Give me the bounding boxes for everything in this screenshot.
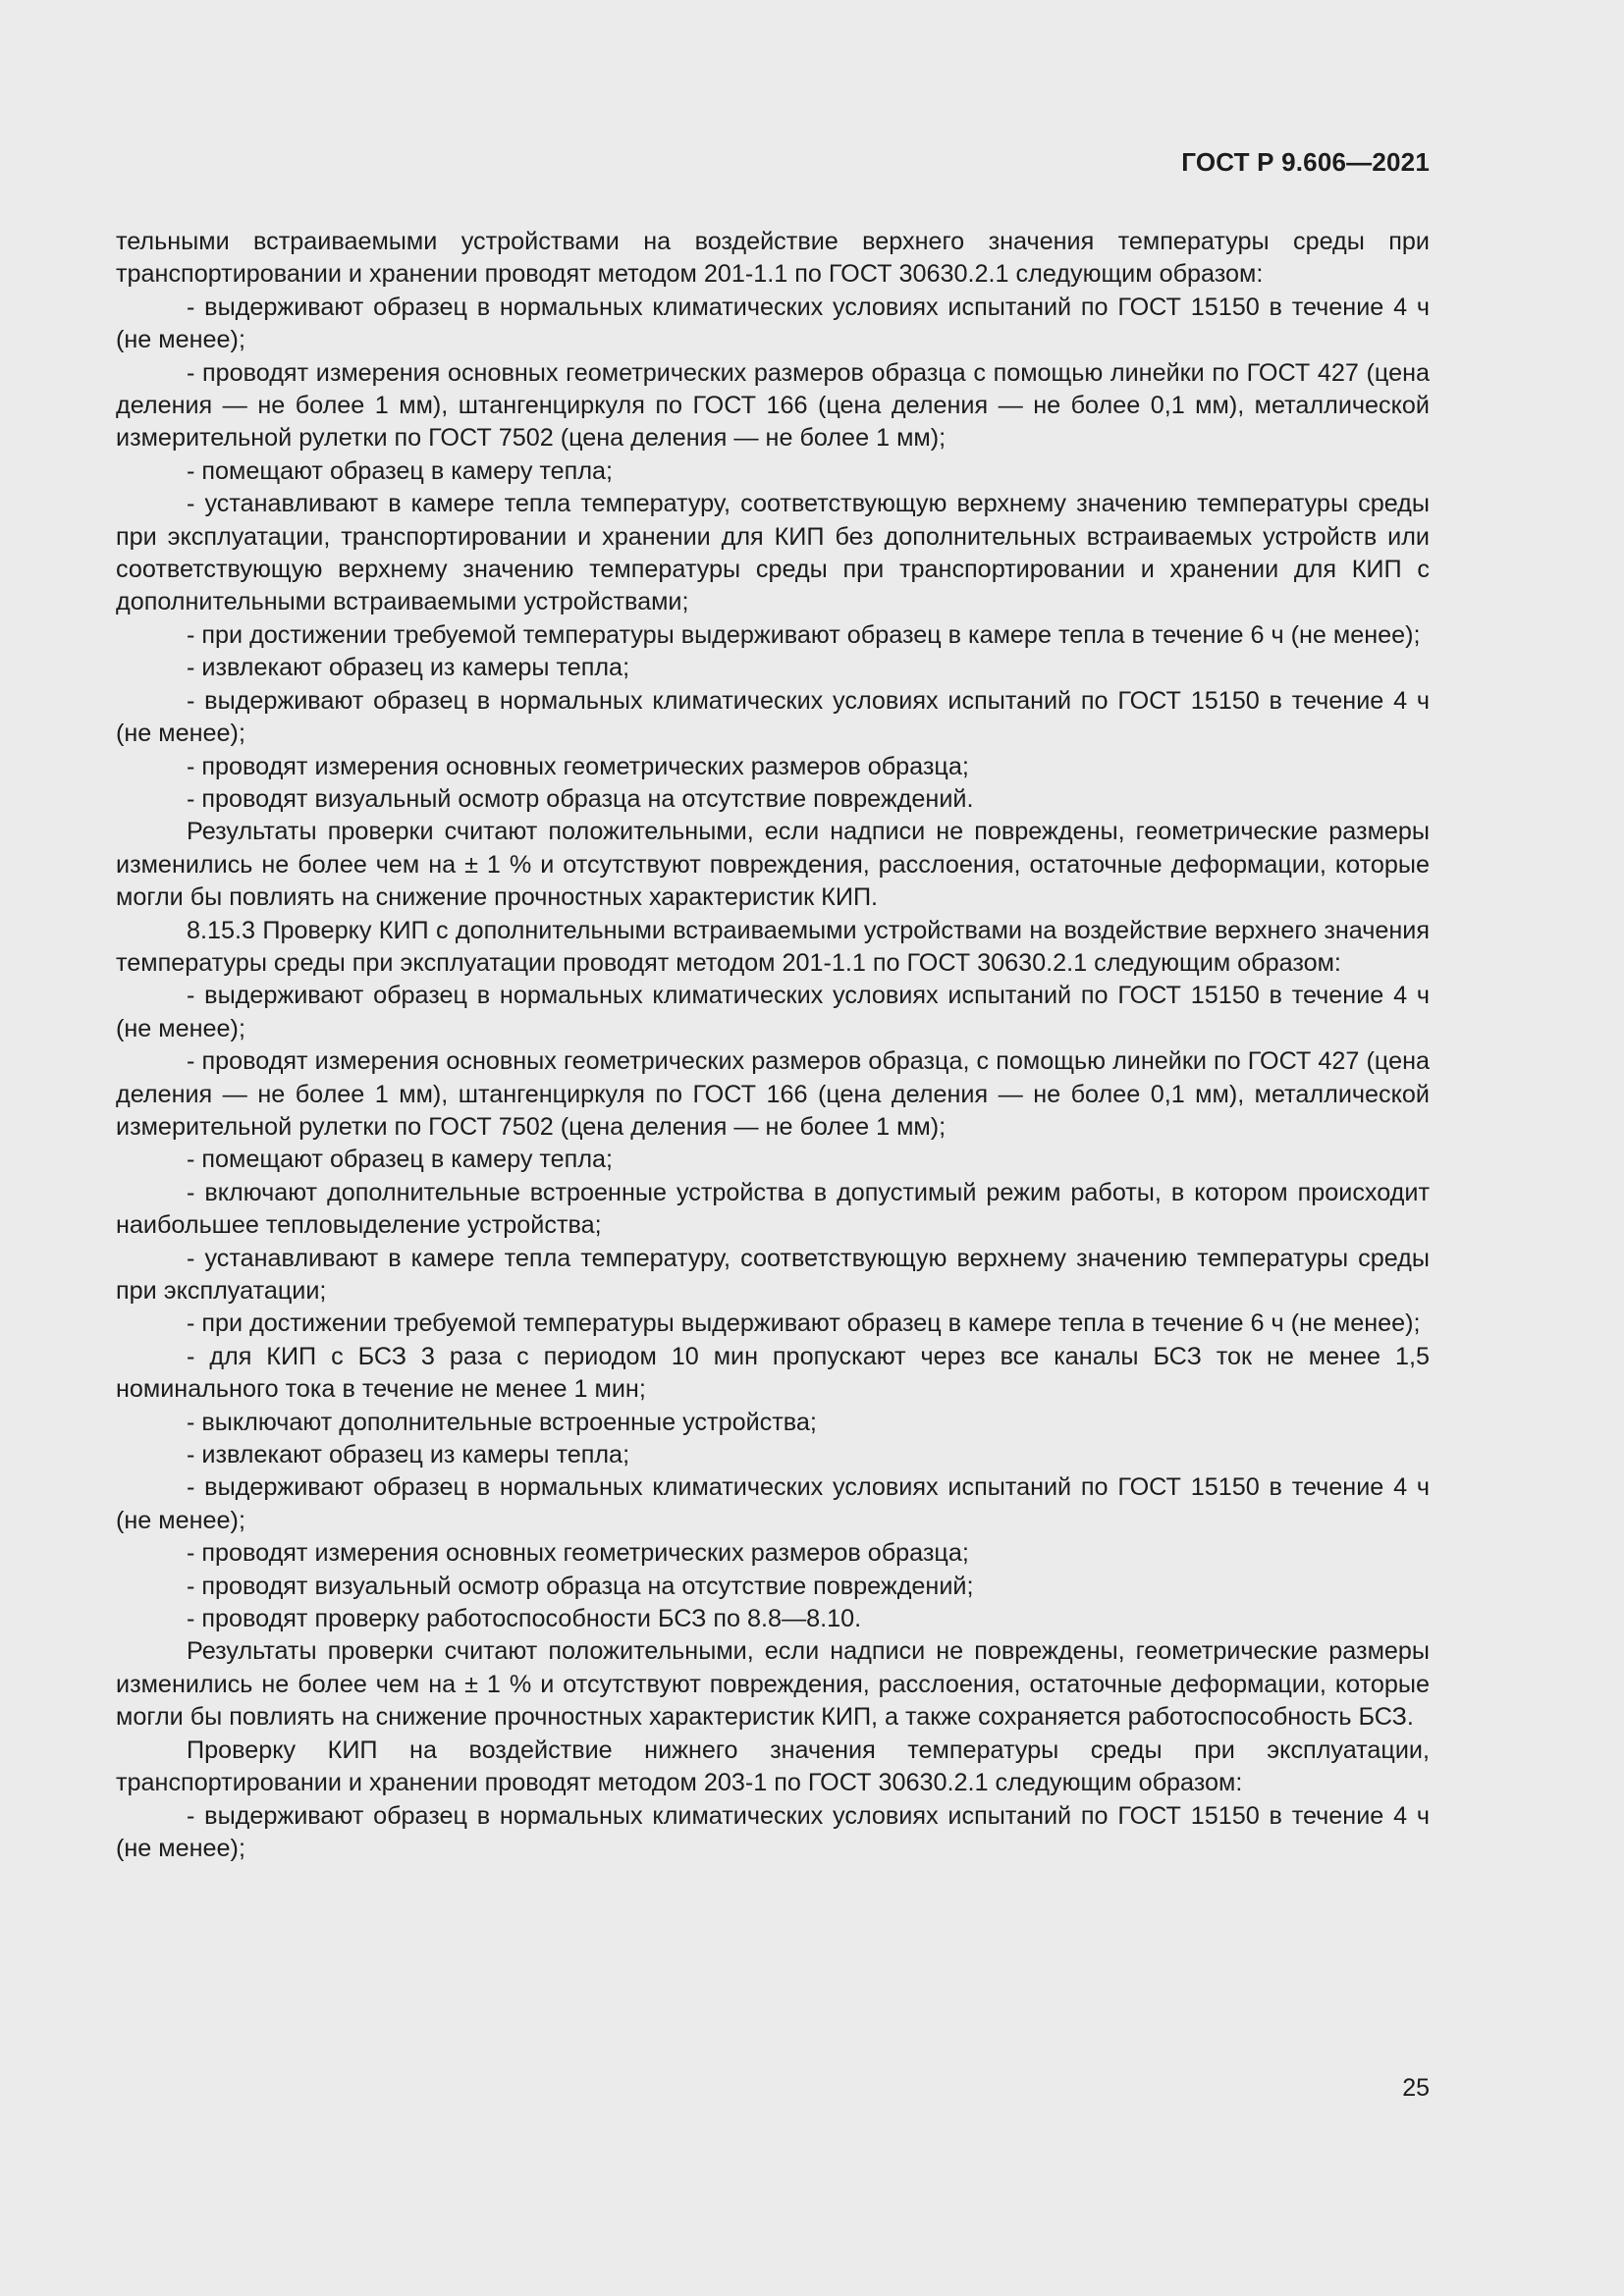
list-item: - извлекают образец из камеры тепла; — [187, 1441, 630, 1469]
document-body — [116, 226, 1430, 1865]
list-item: - выдерживают образец в нормальных климатических условиях испытаний по ГОСТ 15150 в течение 4 ч (не менее); — [116, 982, 1430, 1042]
document-header: ГОСТ Р 9.606—2021 — [1181, 147, 1430, 177]
paragraph: Проверку КИП на воздействие нижнего значения температуры среды при эксплуатации, транспортировании и хранении проводят методом 203-1 по ГОСТ 30630.2.1 следующим образом: — [116, 1735, 1430, 1797]
list-item: - при достижении требуемой температуры выдерживают образец в камере тепла в течение 6 ч (не менее); — [187, 620, 1421, 649]
list-item: - помещают образец в камеру тепла; — [187, 1146, 614, 1174]
list-item: - при достижении требуемой температуры выдерживают образец в камере тепла в течение 6 ч (не менее); — [187, 1309, 1421, 1338]
list-item: - выдерживают образец в нормальных климатических условиях испытаний по ГОСТ 15150 в течение 4 ч (не менее); — [116, 686, 1430, 748]
section-paragraph: 8.15.3 Проверку КИП с дополнительными встраиваемыми устройствами на воздействие верхнего значения температуры среды при эксплуатации проводят методом 201-1.1 по ГОСТ 30630.2.1 следующим образом: — [116, 916, 1430, 977]
list-item: - проводят измерения основных геометрических размеров образца, с помощью линейки по ГОСТ 427 (цена деления — не более 1 мм), штангенциркуля по ГОСТ 166 (цена деления — не более 0,1 мм), металлической измерительной рулетки по ГОСТ 7502 (цена деления — не более 1 мм); — [116, 1047, 1430, 1141]
list-item: - проводят визуальный осмотр образца на отсутствие повреждений. — [187, 784, 974, 813]
list-item: - для КИП с БСЗ 3 раза с периодом 10 мин пропускают через все каналы БСЗ ток не менее 1,5 номинального тока в течение не менее 1 мин; — [116, 1342, 1430, 1404]
list-item: - проводят проверку работоспособности БСЗ по 8.8—8.10. — [187, 1605, 862, 1633]
list-item: - извлекают образец из камеры тепла; — [187, 654, 630, 682]
list-item: - выдерживают образец в нормальных климатических условиях испытаний по ГОСТ 15150 в течение 4 ч (не менее); — [116, 1801, 1430, 1862]
list-item: - проводят измерения основных геометрических размеров образца; — [187, 1539, 969, 1568]
list-item: - помещают образец в камеру тепла; — [187, 456, 614, 485]
list-item: - устанавливают в камере тепла температуру, соответствующую верхнему значению температуры среды при эксплуатации, транспортировании и хранении для КИП без дополнительных встраиваемых устройств или соответствующую верхнему значению температуры среды при транспортировании и хранении для КИП с дополнительными встраиваемыми устройствами; — [116, 490, 1430, 616]
paragraph: Результаты проверки считают положительными, если надписи не повреждены, геометрические размеры изменились не более чем на ± 1 % и отсутствуют повреждения, расслоения, остаточные деформации, которые могли бы повлиять на снижение прочностных характеристик КИП. — [116, 818, 1430, 912]
page-number: 25 — [1402, 2074, 1430, 2102]
list-item: - проводят измерения основных геометрических размеров образца с помощью линейки по ГОСТ 427 (цена деления — не более 1 мм), штангенциркуля по ГОСТ 166 (цена деления — не более 0,1 мм), металлической измерительной рулетки по ГОСТ 7502 (цена деления — не более 1 мм); — [116, 358, 1430, 453]
list-item: - выдерживают образец в нормальных климатических условиях испытаний по ГОСТ 15150 в течение 4 ч (не менее); — [116, 293, 1430, 354]
list-item: - проводят визуальный осмотр образца на отсутствие повреждений; — [187, 1572, 974, 1600]
list-item: - выключают дополнительные встроенные устройства; — [187, 1408, 817, 1436]
list-item: - устанавливают в камере тепла температуру, соответствующую верхнему значению температуры среды при эксплуатации; — [116, 1244, 1430, 1305]
list-item: - включают дополнительные встроенные устройства в допустимый режим работы, в котором происходит наибольшее тепловыделение устройства; — [116, 1178, 1430, 1240]
list-item: - проводят измерения основных геометрических размеров образца; — [187, 752, 969, 780]
list-item: - выдерживают образец в нормальных климатических условиях испытаний по ГОСТ 15150 в течение 4 ч (не менее); — [116, 1473, 1430, 1534]
paragraph: Результаты проверки считают положительными, если надписи не повреждены, геометрические размеры изменились не более чем на ± 1 % и отсутствуют повреждения, расслоения, остаточные деформации, которые могли бы повлиять на снижение прочностных характеристик КИП, а также сохраняется работоспособность БСЗ. — [116, 1637, 1430, 1732]
paragraph: тельными встраиваемыми устройствами на воздействие верхнего значения температуры среды при транспортировании и хранении проводят методом 201-1.1 по ГОСТ 30630.2.1 следующим образом: — [116, 228, 1430, 289]
